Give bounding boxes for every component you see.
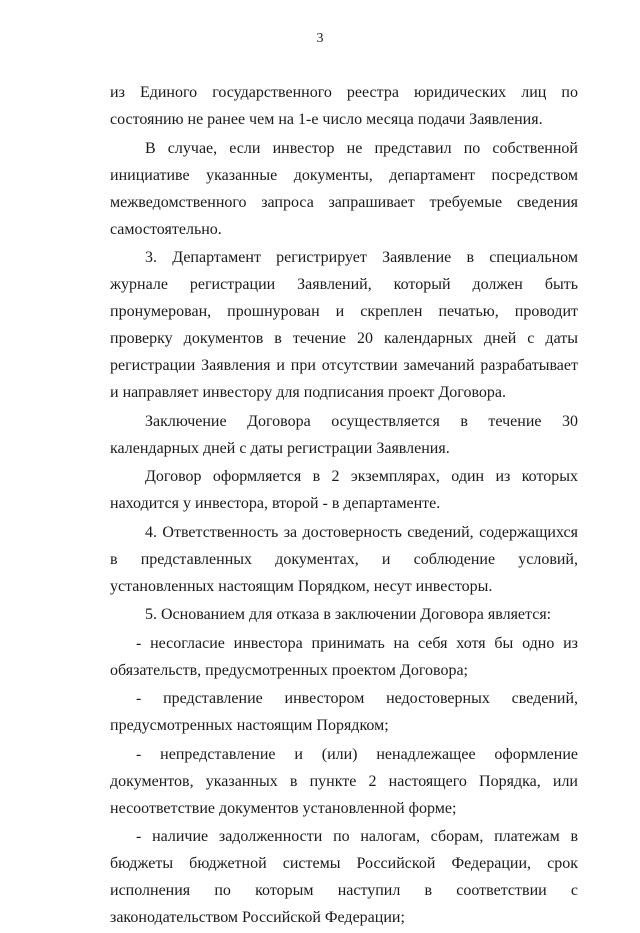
list-item-tax-debt: - наличие задолженности по налогам, сборам, платежам в бюджеты бюджетной системы Российской Федерации, срок исполнения по которым наступил в соответствии с законодательством Российской Федерации; — [110, 828, 578, 926]
paragraph-egrul-continuation: из Единого государственного реестра юридических лиц по состоянию не ранее чем на 1-е число месяца подачи Заявления. — [110, 84, 578, 128]
paragraph-item-5-refusal-grounds: 5. Основанием для отказа в заключении Договора является: — [145, 606, 552, 623]
paragraph-interagency-request: В случае, если инвестор не представил по собственной инициативе указанные документы, департамент посредством межведомственного запроса запрашивает требуемые сведения самостоятельно. — [110, 139, 578, 238]
list-item-false-information: - представление инвестором недостоверных сведений, предусмотренных настоящим Порядком; — [110, 690, 578, 734]
document-body — [110, 79, 578, 933]
list-item-missing-documents: - непредставление и (или) ненадлежащее оформление документов, указанных в пункте 2 настоящего Порядка, или несоответствие документов установленной форме; — [110, 745, 578, 817]
paragraph-item-3-registration: 3. Департамент регистрирует Заявление в специальном журнале регистрации Заявлений, который должен быть пронумерован, прошнурован и скреплен печатью, проводит проверку документов в течение 20 календарных дней с даты регистрации Заявления и при отсутствии замечаний разрабатывает и направляет инвестору для подписания проект Договора. — [110, 249, 578, 401]
paragraph-item-4-responsibility: 4. Ответственность за достоверность сведений, содержащихся в представленных документах, и соблюдение условий, установленных настоящим Порядком, несут инвесторы. — [110, 523, 578, 595]
list-item-disagreement: - несогласие инвестора принимать на себя хотя бы одно из обязательств, предусмотренных проектом Договора; — [110, 634, 578, 679]
page-number: 3 — [316, 31, 324, 46]
paragraph-contract-conclusion: Заключение Договора осуществляется в течение 30 календарных дней с даты регистрации Заявления. — [110, 412, 578, 457]
paragraph-contract-copies: Договор оформляется в 2 экземплярах, один из которых находится у инвестора, второй - в департаменте. — [110, 468, 578, 512]
